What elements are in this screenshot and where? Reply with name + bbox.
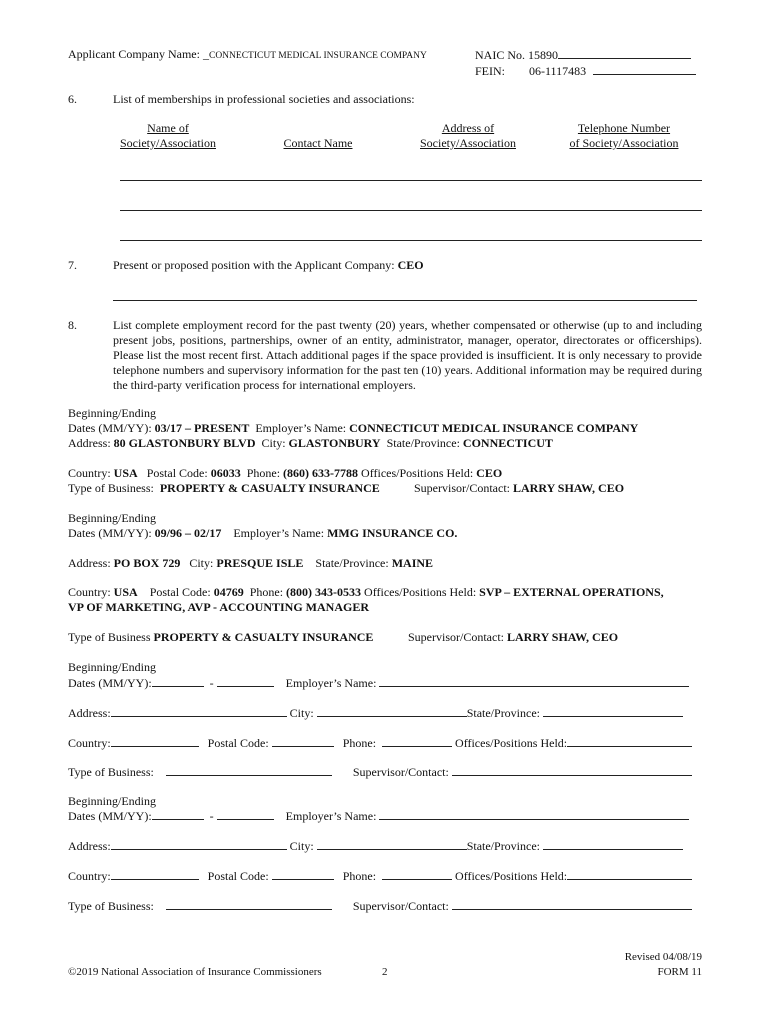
emp4-country-row: Country: Postal Code: Phone: Offices/Positions Held:: [68, 868, 692, 884]
applicant-company-name: [68, 47, 427, 64]
emp3-address-row: Address: City: State/Province:: [68, 705, 683, 721]
emp3-address-field[interactable]: [111, 705, 287, 717]
emp3-country-field[interactable]: [111, 735, 199, 747]
emp1-city: GLASTONBURY: [288, 436, 381, 450]
col-society-address: Address of Society/Association: [420, 121, 516, 150]
emp3-business-field[interactable]: [166, 764, 332, 776]
emp3-offices-field[interactable]: [567, 735, 692, 747]
fein-number: [475, 63, 696, 79]
emp3-city-field[interactable]: [317, 705, 467, 717]
emp2-address-row: Address: PO BOX 729 City: PRESQUE ISLE State/Province: MAINE: [68, 556, 434, 570]
emp2-employer: MMG INSURANCE CO.: [327, 526, 458, 540]
emp4-postal-field[interactable]: [272, 868, 334, 880]
emp3-postal-field[interactable]: [272, 735, 334, 747]
emp4-start-date-field[interactable]: [152, 808, 204, 820]
q7-text: Present or proposed position with the Applicant Company: CEO: [113, 258, 424, 272]
col-society-name: Name of Society/Association: [120, 121, 216, 150]
emp1-supervisor: LARRY SHAW, CEO: [513, 481, 625, 495]
emp1-dates: 03/17 – PRESENT: [154, 421, 250, 435]
emp1-country: USA: [113, 466, 138, 480]
emp2-dates: 09/96 – 02/17: [154, 526, 222, 540]
emp4-state-field[interactable]: [543, 838, 683, 850]
fein-value: 06-1117483: [529, 64, 587, 78]
emp1-supervisor-row: Supervisor/Contact: LARRY SHAW, CEO: [414, 481, 625, 495]
emp1-business-row: Type of Business: PROPERTY & CASUALTY INSURANCE: [68, 481, 380, 495]
emp3-employer-field[interactable]: [379, 675, 689, 687]
membership-line-3[interactable]: [120, 240, 702, 241]
emp4-phone-field[interactable]: [382, 868, 452, 880]
emp2-country-row: Country: USA Postal Code: 04769 Phone: (800) 343-0533 Offices/Positions Held: SVP – EXTERNAL OPERATIONS,: [68, 585, 664, 599]
emp1-address: 80 GLASTONBURY BLVD: [113, 436, 256, 450]
emp1-business: PROPERTY & CASUALTY INSURANCE: [159, 481, 380, 495]
q7-number: 7.: [68, 258, 77, 272]
membership-line-2[interactable]: [120, 210, 702, 211]
membership-line-1[interactable]: [120, 180, 702, 181]
emp1-employer: CONNECTICUT MEDICAL INSURANCE COMPANY: [349, 421, 639, 435]
col-society-phone: Telephone Number of Society/Association: [569, 121, 679, 150]
emp2-address: PO BOX 729: [113, 556, 181, 570]
emp2-offices-2: VP OF MARKETING, AVP - ACCOUNTING MANAGER: [68, 600, 370, 614]
emp1-country-row: Country: USA Postal Code: 06033 Phone: (860) 633-7788 Offices/Positions Held: CEO: [68, 466, 503, 480]
emp4-address-field[interactable]: [111, 838, 287, 850]
emp3-start-date-field[interactable]: [152, 675, 204, 687]
emp4-dates-row: Dates (MM/YY): - Employer’s Name:: [68, 808, 689, 824]
emp4-end-date-field[interactable]: [217, 808, 274, 820]
emp2-phone: (800) 343-0533: [286, 585, 362, 599]
company-value: CONNECTICUT MEDICAL INSURANCE COMPANY: [208, 51, 427, 61]
emp4-country-field[interactable]: [111, 868, 199, 880]
footer-form: FORM 11: [657, 966, 702, 978]
q6-number: 6.: [68, 92, 77, 106]
emp2-city: PRESQUE ISLE: [216, 556, 304, 570]
emp1-address-row: Address: 80 GLASTONBURY BLVD City: GLASTONBURY State/Province: CONNECTICUT: [68, 436, 553, 450]
naic-label: NAIC No.: [475, 48, 525, 62]
emp4-offices-field[interactable]: [567, 868, 692, 880]
q7-value: CEO: [397, 258, 424, 272]
emp2-dates-row: Dates (MM/YY): 09/96 – 02/17 Employer’s Name: MMG INSURANCE CO.: [68, 526, 458, 540]
emp4-beginning-ending: Beginning/Ending: [68, 794, 156, 808]
naic-number: [475, 47, 691, 63]
position-line[interactable]: [113, 300, 697, 301]
emp2-supervisor: LARRY SHAW, CEO: [507, 630, 619, 644]
emp2-beginning-ending: Beginning/Ending: [68, 511, 156, 525]
emp4-business-field[interactable]: [166, 898, 332, 910]
emp2-offices-1: SVP – EXTERNAL OPERATIONS,: [479, 585, 664, 599]
q8-text: List complete employment record for the past twenty (20) years, whether compensated or otherwise (up to and including present jobs, positions, partnerships, owner of an entity, administrator, manager, operator, directorates or officerships). Please list the most recent first. Attach additional pages if the space provided is insufficient. It is only necessary to provide telephone numbers and supervisory information for the past ten (10) years. Additional information may be required during the third-party verification process for international employers.: [113, 318, 702, 392]
emp4-city-field[interactable]: [317, 838, 467, 850]
q8-number: 8.: [68, 318, 77, 332]
emp1-phone: (860) 633-7788: [283, 466, 359, 480]
emp2-business-row: Type of Business PROPERTY & CASUALTY INSURANCE: [68, 630, 374, 644]
naic-value: 15890: [528, 48, 558, 62]
emp3-state-field[interactable]: [543, 705, 683, 717]
emp3-supervisor-field[interactable]: [452, 764, 692, 776]
emp3-dates-row: Dates (MM/YY): - Employer’s Name:: [68, 675, 689, 691]
emp2-business: PROPERTY & CASUALTY INSURANCE: [153, 630, 374, 644]
emp3-phone-field[interactable]: [382, 735, 452, 747]
emp3-beginning-ending: Beginning/Ending: [68, 660, 156, 674]
emp3-business-row: Type of Business: Supervisor/Contact:: [68, 764, 692, 780]
emp1-dates-row: Dates (MM/YY): 03/17 – PRESENT Employer’s Name: CONNECTICUT MEDICAL INSURANCE COMPANY: [68, 421, 639, 435]
emp2-supervisor-row: Supervisor/Contact: LARRY SHAW, CEO: [408, 630, 619, 644]
footer-copyright: ©2019 National Association of Insurance Commissioners: [68, 966, 322, 978]
emp4-business-row: Type of Business: Supervisor/Contact:: [68, 898, 692, 914]
emp2-country: USA: [113, 585, 138, 599]
emp2-state: MAINE: [391, 556, 434, 570]
emp4-address-row: Address: City: State/Province:: [68, 838, 683, 854]
emp3-country-row: Country: Postal Code: Phone: Offices/Positions Held:: [68, 735, 692, 751]
emp1-postal: 06033: [210, 466, 241, 480]
emp1-beginning-ending: Beginning/Ending: [68, 406, 156, 420]
footer-page-number: 2: [382, 966, 388, 978]
fein-label: FEIN:: [475, 64, 505, 78]
q6-text: List of memberships in professional societies and associations:: [113, 92, 415, 106]
company-label: Applicant Company Name: _: [68, 47, 209, 61]
footer-revised: Revised 04/08/19: [624, 951, 702, 963]
emp3-end-date-field[interactable]: [217, 675, 274, 687]
emp4-supervisor-field[interactable]: [452, 898, 692, 910]
col-contact-name: Contact Name: [283, 136, 353, 150]
emp4-employer-field[interactable]: [379, 808, 689, 820]
emp2-postal: 04769: [213, 585, 244, 599]
emp1-state: CONNECTICUT: [462, 436, 553, 450]
emp1-offices: CEO: [476, 466, 503, 480]
